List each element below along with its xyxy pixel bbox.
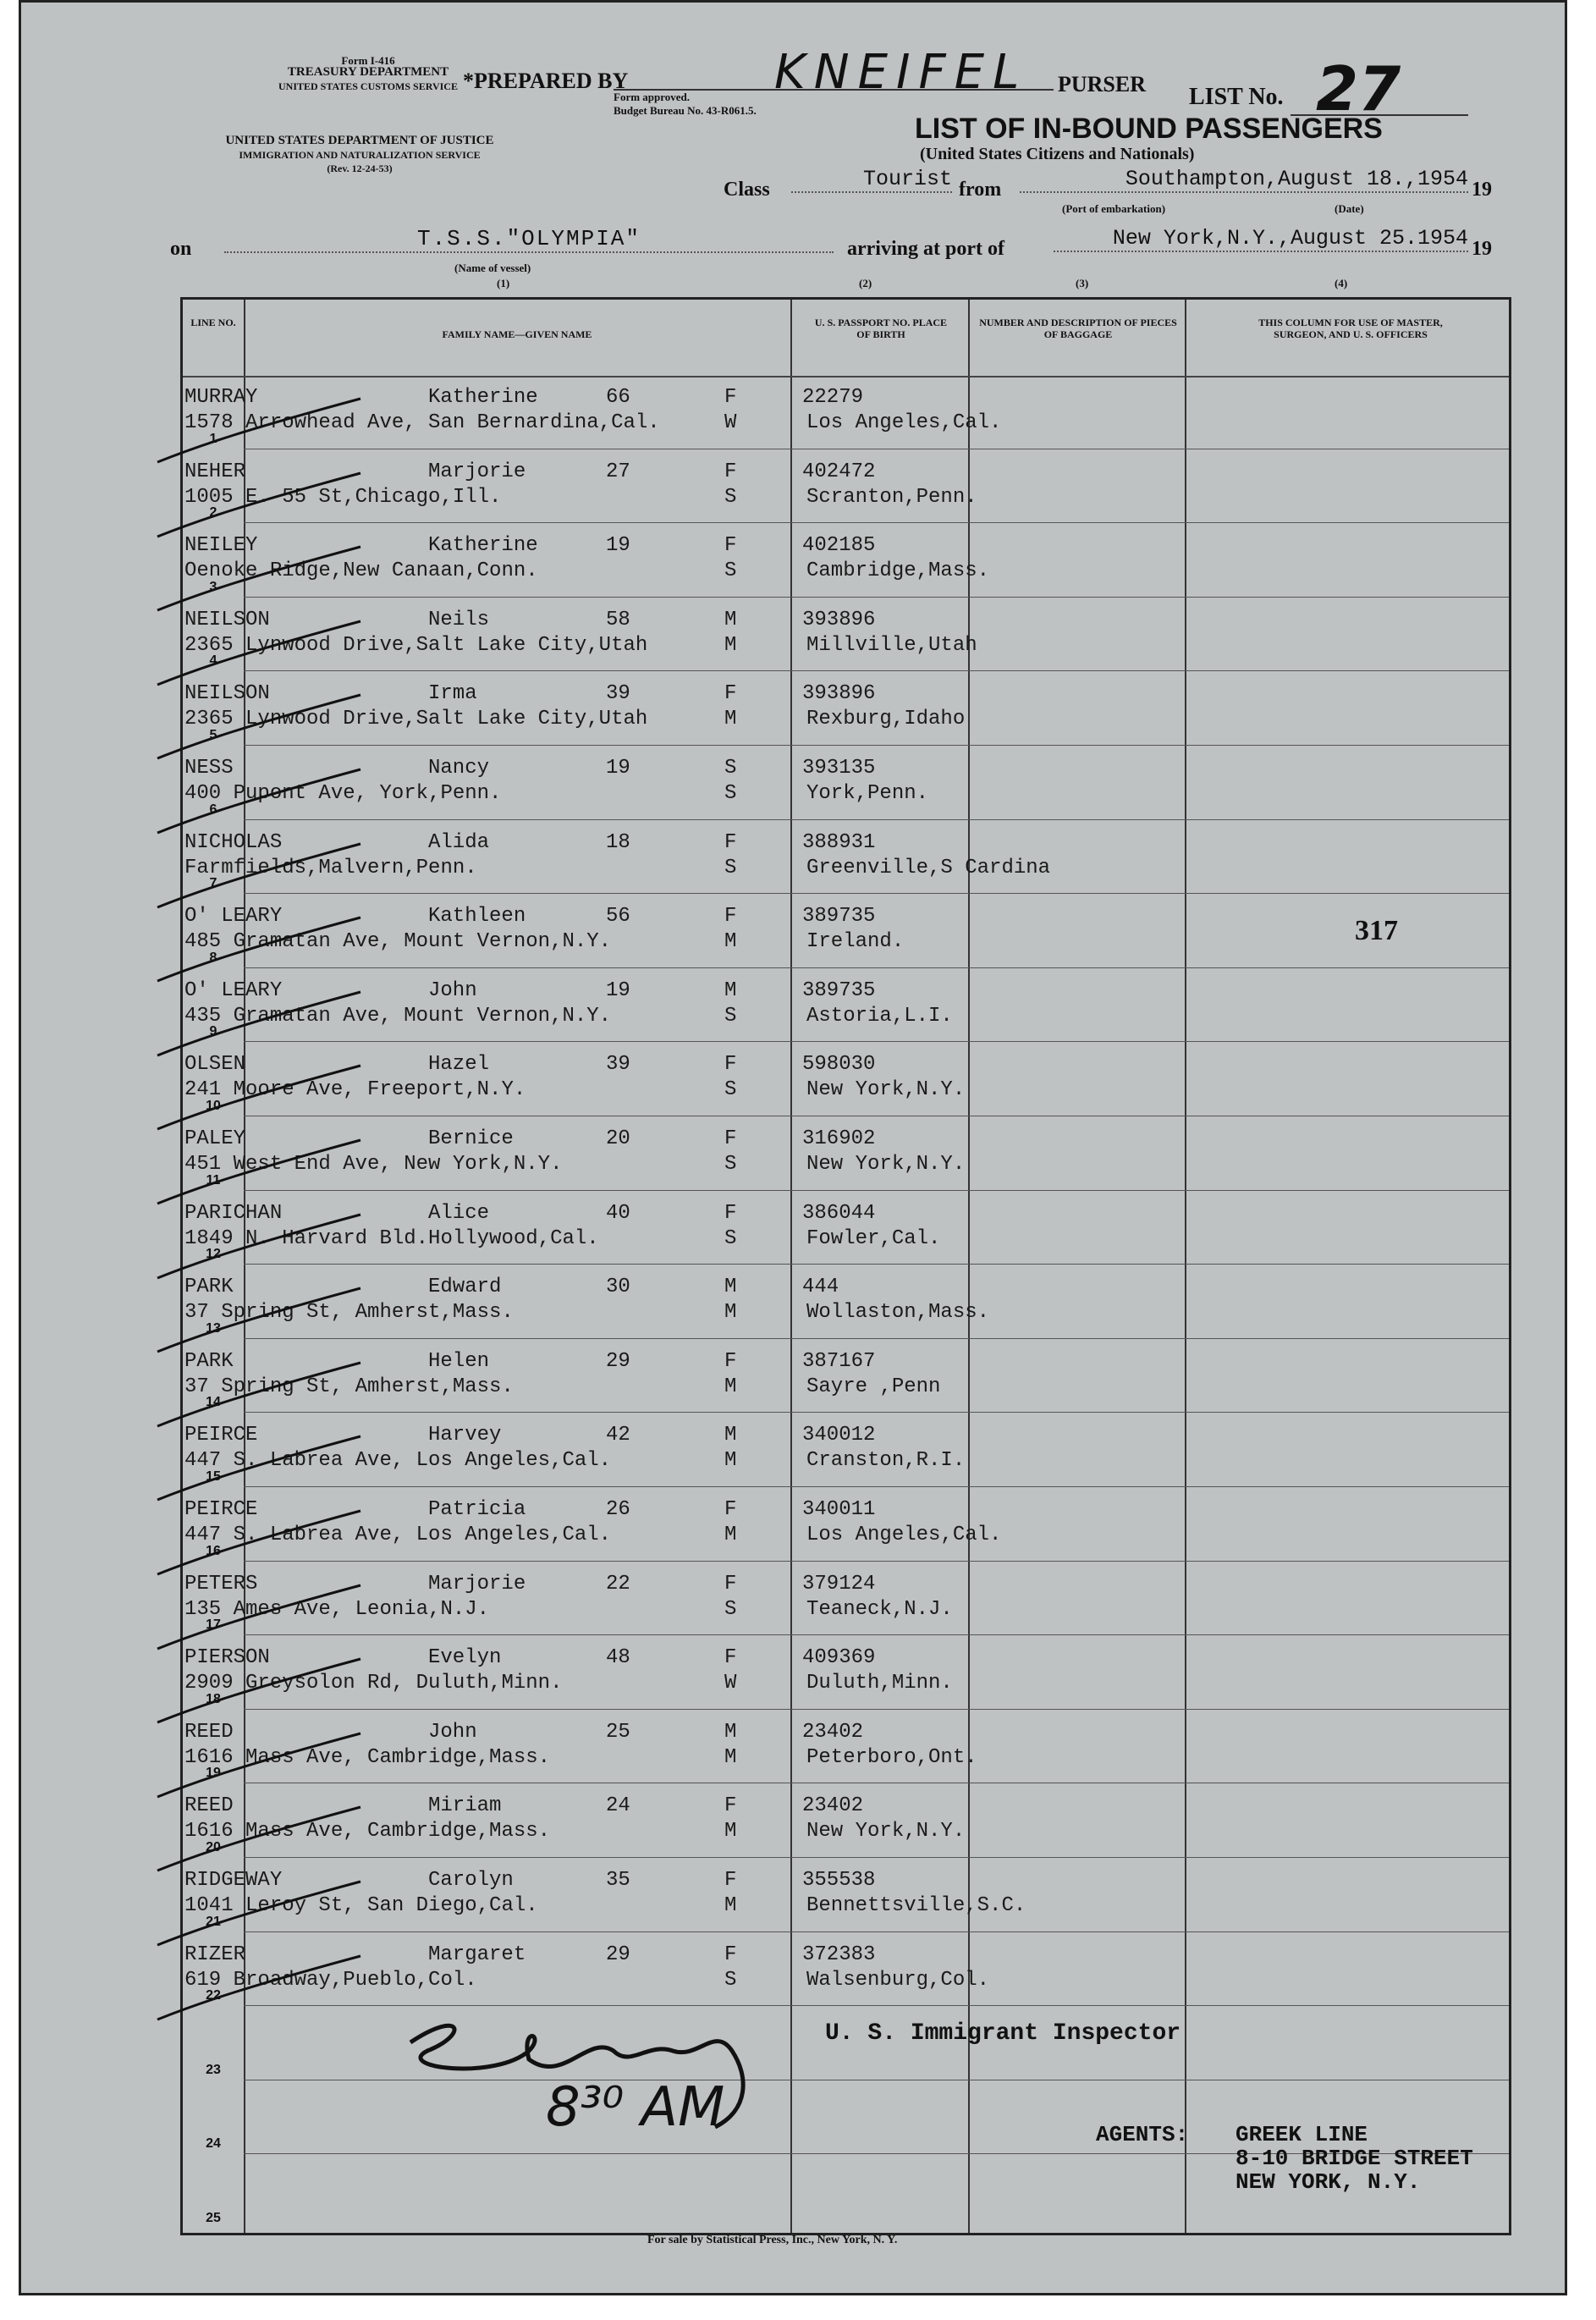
line-number: 12 [206, 1247, 221, 1262]
sex: F [724, 386, 737, 409]
class-value: Tourist [791, 167, 952, 193]
passport-number: 393135 [802, 757, 876, 780]
age: 30 [606, 1276, 630, 1299]
sex: F [724, 1572, 737, 1595]
check-mark-stroke [149, 1061, 369, 1138]
place-of-birth: Walsenburg,Col. [806, 1968, 990, 1992]
given-name: John [428, 978, 477, 1002]
row-divider [244, 1709, 1509, 1710]
passport-number: 409369 [802, 1646, 876, 1670]
given-name: Marjorie [428, 1572, 526, 1595]
purser-name-handwritten: KNEIFEL [774, 45, 1028, 100]
marital-status: S [724, 1597, 737, 1621]
date-caption: (Date) [1335, 202, 1364, 215]
passport-number: 372383 [802, 1943, 876, 1966]
check-mark-stroke [149, 469, 369, 545]
age: 19 [606, 757, 630, 780]
arriving-label: arriving at port of [847, 238, 1004, 260]
check-mark-stroke [149, 1136, 369, 1212]
row-divider [244, 1190, 1509, 1191]
family-name: REED [184, 1720, 234, 1744]
row-divider [244, 522, 1509, 523]
place-of-birth: Astoria,L.I. [806, 1004, 953, 1028]
line-number: 23 [206, 2062, 221, 2077]
address: 2365 Lynwood Drive,Salt Lake City,Utah [184, 708, 648, 731]
address: Farmfields,Malvern,Penn. [184, 856, 477, 879]
customs-service: UNITED STATES CUSTOMS SERVICE [278, 80, 458, 92]
sex: S [724, 757, 737, 780]
row-divider [244, 1486, 1509, 1487]
line-number: 10 [206, 1099, 221, 1113]
passport-number: 379124 [802, 1572, 876, 1595]
line-number: 8 [209, 950, 217, 965]
age: 56 [606, 905, 630, 929]
sex: M [724, 1276, 737, 1299]
sex: F [724, 534, 737, 558]
year-suffix-2: 19 [1472, 238, 1492, 260]
check-mark-stroke [149, 1284, 369, 1360]
age: 24 [606, 1794, 630, 1818]
on-label: on [170, 238, 192, 260]
family-name: MURRAY [184, 386, 258, 409]
address: 1005 E. 55 St,Chicago,Ill. [184, 485, 502, 509]
given-name: Neils [428, 608, 490, 631]
check-mark-stroke [149, 1803, 369, 1879]
marital-status: S [724, 782, 737, 805]
given-name: Carolyn [428, 1869, 514, 1892]
column-header-name: FAMILY NAME—GIVEN NAME [442, 328, 592, 340]
passport-number: 393896 [802, 682, 876, 706]
port-caption: (Port of embarkation) [1062, 202, 1166, 215]
age: 40 [606, 1201, 630, 1225]
given-name: Evelyn [428, 1646, 502, 1670]
check-mark-stroke [149, 691, 369, 767]
sex: F [724, 1349, 737, 1373]
passport-number: 340011 [802, 1498, 876, 1521]
sex: F [724, 1053, 737, 1077]
column-number-1: (1) [497, 277, 510, 289]
marital-status: W [724, 411, 737, 434]
place-of-birth: Greenville,S Cardina [806, 856, 1051, 879]
line-number: 22 [206, 1988, 221, 2003]
agents-label: AGENTS: [1096, 2122, 1189, 2147]
line-number: 25 [206, 2211, 221, 2225]
given-name: Margaret [428, 1943, 526, 1966]
sex: M [724, 1720, 737, 1744]
given-name: Miriam [428, 1794, 502, 1818]
given-name: Hazel [428, 1053, 490, 1077]
given-name: Nancy [428, 757, 490, 780]
sex: M [724, 978, 737, 1002]
given-name: Helen [428, 1349, 490, 1373]
age: 29 [606, 1943, 630, 1966]
line-number: 19 [206, 1766, 221, 1781]
family-name: PARK [184, 1349, 234, 1373]
place-of-birth: Peterboro,Ont. [806, 1745, 977, 1769]
age: 35 [606, 1869, 630, 1892]
marital-status: M [724, 1745, 737, 1769]
passenger-manifest-sheet [19, 0, 1567, 2295]
row-divider [244, 1412, 1509, 1413]
passport-number: 393896 [802, 608, 876, 631]
family-name: PALEY [184, 1127, 246, 1150]
place-of-birth: Los Angeles,Cal. [806, 411, 1002, 434]
address: 447 S. Labrea Ave, Los Angeles,Cal. [184, 1449, 612, 1473]
family-name: PARICHAN [184, 1201, 283, 1225]
row-divider [244, 967, 1509, 968]
vessel-name: T.S.S."OLYMPIA" [224, 226, 834, 253]
check-mark-stroke [149, 1358, 369, 1435]
marital-status: S [724, 1004, 737, 1028]
immigration-service: IMMIGRATION AND NATURALIZATION SERVICE [239, 149, 481, 161]
address: Oenoke Ridge,New Canaan,Conn. [184, 559, 538, 583]
column-header-passport: U. S. PASSPORT NO. PLACE OF BIRTH [814, 317, 948, 340]
line-number: 5 [209, 728, 217, 742]
check-mark-stroke [149, 1952, 369, 2028]
address: 37 Spring St, Amherst,Mass. [184, 1375, 514, 1398]
sex: F [724, 1127, 737, 1150]
prepared-by-label: *PREPARED BY [463, 69, 629, 93]
address: 135 Ames Ave, Leonia,N.J. [184, 1597, 490, 1621]
family-name: O' LEARY [184, 978, 283, 1002]
family-name: O' LEARY [184, 905, 283, 929]
marital-status: M [724, 1524, 737, 1546]
line-number: 16 [206, 1543, 221, 1558]
check-mark-stroke [149, 1210, 369, 1287]
row-divider [244, 1857, 1509, 1858]
check-mark-stroke [149, 1507, 369, 1583]
age: 20 [606, 1127, 630, 1150]
address: 241 Moore Ave, Freeport,N.Y. [184, 1078, 526, 1102]
place-of-birth: Teaneck,N.J. [806, 1597, 953, 1621]
check-mark-stroke [149, 1655, 369, 1731]
place-of-birth: Duluth,Minn. [806, 1672, 953, 1695]
embarkation-value: Southampton,August 18.,1954 [1020, 167, 1468, 193]
check-mark-stroke [149, 617, 369, 693]
passport-number: 389735 [802, 978, 876, 1002]
marital-status: M [724, 1375, 737, 1398]
address: 1849 N. Harvard Bld.Hollywood,Cal. [184, 1226, 599, 1250]
address: 2365 Lynwood Drive,Salt Lake City,Utah [184, 633, 648, 657]
column-number-3: (3) [1076, 277, 1089, 289]
column-header-officers: THIS COLUMN FOR USE OF MASTER, SURGEON, AND U. S. OFFICERS [1258, 317, 1443, 340]
column-number-4: (4) [1335, 277, 1348, 289]
from-label: from [959, 179, 1002, 201]
row-divider [244, 597, 1509, 598]
check-mark-stroke [149, 1729, 369, 1805]
marital-status: S [724, 485, 737, 509]
budget-bureau: Budget Bureau No. 43-R061.5. [614, 104, 757, 117]
age: 25 [606, 1720, 630, 1744]
age: 19 [606, 978, 630, 1002]
family-name: NICHOLAS [184, 830, 283, 854]
passport-number: 340012 [802, 1424, 876, 1447]
row-divider [244, 1338, 1509, 1339]
check-mark-stroke [149, 913, 369, 989]
age: 39 [606, 682, 630, 706]
handwritten-time: 8³⁰ AM [546, 2076, 725, 2139]
age: 22 [606, 1572, 630, 1595]
passport-number: 402185 [802, 534, 876, 558]
address: 451 West End Ave, New York,N.Y. [184, 1153, 563, 1176]
passport-number: 316902 [802, 1127, 876, 1150]
sex: F [724, 905, 737, 929]
place-of-birth: Sayre ,Penn [806, 1375, 941, 1398]
family-name: NEILSON [184, 608, 270, 631]
passport-number: 444 [802, 1276, 839, 1299]
marital-status: S [724, 856, 737, 879]
given-name: Alida [428, 830, 490, 854]
line-number: 13 [206, 1320, 221, 1336]
row-divider [244, 1634, 1509, 1635]
age: 19 [606, 534, 630, 558]
place-of-birth: Wollaston,Mass. [806, 1301, 990, 1325]
line-number: 1 [209, 431, 217, 446]
given-name: Alice [428, 1201, 490, 1225]
line-number: 2 [209, 505, 217, 521]
passport-number: 388931 [802, 830, 876, 854]
address: 37 Spring St, Amherst,Mass. [184, 1301, 514, 1325]
column-header-baggage: NUMBER AND DESCRIPTION OF PIECES OF BAGGAGE [979, 317, 1177, 340]
place-of-birth: Scranton,Penn. [806, 485, 977, 509]
place-of-birth: New York,N.Y. [806, 1820, 966, 1843]
agents-city: NEW YORK, N.Y. [1236, 2169, 1421, 2195]
family-name: RIDGEWAY [184, 1869, 283, 1892]
age: 58 [606, 608, 630, 631]
given-name: Edward [428, 1276, 502, 1299]
place-of-birth: Bennettsville,S.C. [806, 1894, 1026, 1917]
check-mark-stroke [149, 1581, 369, 1657]
row-divider [244, 1264, 1509, 1265]
given-name: Bernice [428, 1127, 514, 1150]
line-number: 4 [209, 653, 217, 669]
age: 66 [606, 386, 630, 409]
age: 26 [606, 1498, 630, 1521]
line-number: 17 [206, 1617, 221, 1633]
given-name: Marjorie [428, 460, 526, 483]
check-mark-stroke [149, 765, 369, 841]
age: 48 [606, 1646, 630, 1670]
check-mark-stroke [149, 1877, 369, 1954]
place-of-birth: Rexburg,Idaho [806, 708, 966, 731]
line-number: 3 [209, 579, 217, 594]
arrival-value: New York,N.Y.,August 25.1954 [1054, 226, 1468, 252]
marital-status: M [724, 633, 737, 657]
sex: M [724, 608, 737, 631]
line-number: 15 [206, 1469, 221, 1484]
sex: F [724, 1646, 737, 1670]
marital-status: S [724, 1153, 737, 1176]
check-mark-stroke [149, 394, 369, 471]
sex: M [724, 1424, 737, 1447]
form-approved: Form approved. [614, 91, 691, 103]
line-number: 18 [206, 1691, 221, 1706]
page-subtitle: (United States Citizens and Nationals) [920, 145, 1195, 163]
passport-number: 23402 [802, 1794, 864, 1818]
purser-label: PURSER [1058, 72, 1147, 96]
agents-name: GREEK LINE [1236, 2122, 1368, 2147]
passenger-table [180, 297, 1511, 2235]
family-name: NEHER [184, 460, 246, 483]
passport-number: 402472 [802, 460, 876, 483]
inspector-signature [393, 2000, 834, 2135]
list-number: 27 [1316, 53, 1401, 124]
passport-number: 598030 [802, 1053, 876, 1077]
given-name: Irma [428, 682, 477, 706]
vessel-caption: (Name of vessel) [454, 262, 531, 274]
marital-status: M [724, 708, 737, 731]
sex: F [724, 1869, 737, 1892]
treasury-department: TREASURY DEPARTMENT [287, 65, 449, 79]
family-name: RIZER [184, 1943, 246, 1966]
marital-status: M [724, 1301, 737, 1325]
address: 435 Gramatan Ave, Mount Vernon,N.Y. [184, 1004, 612, 1028]
place-of-birth: New York,N.Y. [806, 1078, 966, 1102]
family-name: PETERS [184, 1572, 258, 1595]
line-number: 21 [206, 1914, 221, 1929]
family-name: PARK [184, 1276, 234, 1299]
line-number: 6 [209, 802, 217, 817]
passport-number: 387167 [802, 1349, 876, 1373]
line-number: 14 [206, 1395, 221, 1410]
column-divider [790, 300, 792, 2233]
marital-status: M [724, 1449, 737, 1473]
marital-status: M [724, 1820, 737, 1843]
address: 447 S. Labrea Ave, Los Angeles,Cal. [184, 1524, 612, 1546]
given-name: John [428, 1720, 477, 1744]
row-divider [244, 670, 1509, 671]
check-mark-stroke [149, 988, 369, 1064]
address: 1616 Mass Ave, Cambridge,Mass. [184, 1745, 551, 1769]
check-mark-stroke [149, 840, 369, 916]
sex: F [724, 682, 737, 706]
address: 619 Broadway,Pueblo,Col. [184, 1968, 477, 1992]
passport-number: 23402 [802, 1720, 864, 1744]
marital-status: M [724, 1894, 737, 1917]
age: 39 [606, 1053, 630, 1077]
inspector-label: U. S. Immigrant Inspector [825, 2020, 1181, 2047]
place-of-birth: Los Angeles,Cal. [806, 1524, 1002, 1546]
sex: F [724, 460, 737, 483]
line-number: 20 [206, 1840, 221, 1854]
stamp-number: 317 [1355, 915, 1398, 946]
marital-status: S [724, 1078, 737, 1102]
column-header-line-no: LINE NO. [190, 317, 236, 328]
line-number: 9 [209, 1024, 217, 1039]
list-number-label: LIST No. [1189, 84, 1284, 110]
family-name: NEILSON [184, 682, 270, 706]
sex: F [724, 1201, 737, 1225]
family-name: NESS [184, 757, 234, 780]
age: 29 [606, 1349, 630, 1373]
row-divider [244, 1931, 1509, 1932]
family-name: PEIRCE [184, 1498, 258, 1521]
sex: F [724, 1794, 737, 1818]
place-of-birth: York,Penn. [806, 782, 929, 805]
marital-status: S [724, 1968, 737, 1992]
age: 42 [606, 1424, 630, 1447]
family-name: PEIRCE [184, 1424, 258, 1447]
marital-status: S [724, 1226, 737, 1250]
column-divider [968, 300, 970, 2233]
footer-printer: For sale by Statistical Press, Inc., New York, N. Y. [647, 2234, 898, 2246]
age: 27 [606, 460, 630, 483]
revision: (Rev. 12-24-53) [327, 163, 393, 174]
prepared-by-line [614, 89, 1054, 91]
department-of-justice: UNITED STATES DEPARTMENT OF JUSTICE [225, 134, 494, 147]
passport-number: 355538 [802, 1869, 876, 1892]
address: 2909 Greysolon Rd, Duluth,Minn. [184, 1672, 563, 1695]
given-name: Katherine [428, 534, 538, 558]
line-number: 11 [206, 1172, 221, 1188]
check-mark-stroke [149, 543, 369, 619]
year-suffix-1: 19 [1472, 179, 1492, 201]
line-number: 7 [209, 876, 217, 891]
row-divider [244, 819, 1509, 820]
marital-status: S [724, 559, 737, 583]
line-number: 24 [206, 2136, 221, 2152]
row-divider [244, 1041, 1509, 1042]
place-of-birth: Fowler,Cal. [806, 1226, 941, 1250]
check-mark-stroke [149, 1432, 369, 1508]
address: 1578 Arrowhead Ave, San Bernardina,Cal. [184, 411, 660, 434]
family-name: OLSEN [184, 1053, 246, 1077]
marital-status: W [724, 1672, 737, 1695]
passport-number: 22279 [802, 386, 864, 409]
place-of-birth: Millville,Utah [806, 633, 977, 657]
marital-status: M [724, 930, 737, 954]
column-divider [1185, 300, 1186, 2233]
sex: F [724, 1498, 737, 1521]
row-divider [244, 1561, 1509, 1562]
passport-number: 386044 [802, 1201, 876, 1225]
given-name: Harvey [428, 1424, 502, 1447]
passport-number: 389735 [802, 905, 876, 929]
given-name: Katherine [428, 386, 538, 409]
address: 485 Gramatan Ave, Mount Vernon,N.Y. [184, 930, 612, 954]
address: 1616 Mass Ave, Cambridge,Mass. [184, 1820, 551, 1843]
column-number-2: (2) [859, 277, 872, 289]
given-name: Kathleen [428, 905, 526, 929]
row-divider [244, 745, 1509, 746]
sex: F [724, 1943, 737, 1966]
address: 1041 Leroy St, San Diego,Cal. [184, 1894, 538, 1917]
page-title: LIST OF IN-BOUND PASSENGERS [915, 113, 1383, 145]
address: 400 Pupont Ave, York,Penn. [184, 782, 502, 805]
header-divider [183, 376, 1509, 377]
family-name: NEILEY [184, 534, 258, 558]
place-of-birth: New York,N.Y. [806, 1153, 966, 1176]
row-divider [244, 893, 1509, 894]
form-number: Form I-416 [341, 54, 395, 67]
place-of-birth: Ireland. [806, 930, 905, 954]
age: 18 [606, 830, 630, 854]
place-of-birth: Cambridge,Mass. [806, 559, 990, 583]
family-name: REED [184, 1794, 234, 1818]
family-name: PIERSON [184, 1646, 270, 1670]
place-of-birth: Cranston,R.I. [806, 1449, 966, 1473]
sex: F [724, 830, 737, 854]
agents-street: 8-10 BRIDGE STREET [1236, 2146, 1473, 2171]
class-label: Class [724, 179, 770, 201]
given-name: Patricia [428, 1498, 526, 1521]
